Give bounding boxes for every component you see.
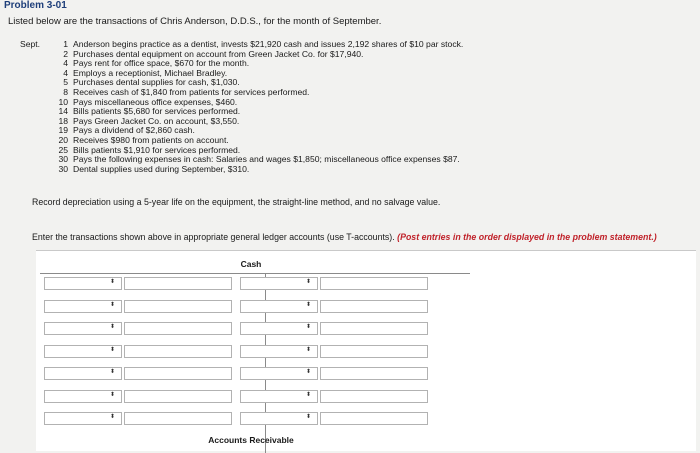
transaction-text: Pays a dividend of $2,860 cash.: [73, 125, 195, 136]
select-arrows-icon: ⬍: [109, 346, 115, 353]
credit-account-select[interactable]: [240, 367, 318, 380]
transaction-text: Pays miscellaneous office expenses, $460.: [73, 96, 238, 107]
select-arrows-icon: ⬍: [109, 279, 115, 285]
transaction-list: [20, 40, 580, 174]
select-arrows-icon: ⬍: [109, 324, 115, 330]
select-arrows-icon: ⬍: [305, 391, 311, 398]
transaction-day: 19: [58, 125, 68, 136]
transaction-day: 4: [63, 58, 68, 69]
debit-account-select[interactable]: [44, 390, 122, 403]
transaction-row: [20, 165, 580, 175]
transaction-text: Purchases dental supplies for cash, $1,030.: [73, 77, 240, 88]
transaction-text: Employs a receptionist, Michael Bradley.: [73, 67, 228, 78]
transaction-month: [20, 155, 48, 165]
transaction-month: [20, 146, 48, 156]
enter-instruction-line: [32, 232, 657, 242]
credit-account-select[interactable]: [240, 277, 318, 290]
transaction-text: Bills patients $5,680 for services performed.: [73, 106, 241, 117]
transaction-day: 2: [63, 48, 68, 59]
credit-amount-input[interactable]: [320, 345, 428, 358]
credit-account-select[interactable]: [240, 345, 318, 358]
debit-account-select[interactable]: [44, 277, 122, 290]
credit-amount-input[interactable]: [320, 300, 428, 313]
transaction-month: [20, 59, 48, 69]
select-arrows-icon: ⬍: [305, 324, 311, 330]
transaction-day: 25: [58, 144, 68, 155]
transaction-text: Dental supplies used during September, $310.: [73, 163, 250, 174]
cash-account-title: Cash: [240, 259, 262, 269]
debit-account-select[interactable]: [44, 412, 122, 425]
problem-title: Problem 3-01: [4, 0, 67, 11]
transaction-month: [20, 165, 48, 175]
debit-amount-input[interactable]: [124, 277, 232, 290]
credit-amount-input[interactable]: [320, 277, 428, 290]
transaction-text: Pays rent for office space, $670 for the month.: [73, 58, 250, 69]
transaction-month: [20, 88, 48, 98]
credit-amount-input[interactable]: [320, 367, 428, 380]
debit-account-select[interactable]: [44, 345, 122, 358]
select-arrows-icon: ⬍: [305, 346, 311, 353]
transaction-day: 10: [58, 96, 68, 107]
enter-note: (Post entries in the order displayed in the problem statement.): [397, 232, 657, 242]
transaction-month: [20, 126, 48, 136]
select-arrows-icon: ⬍: [109, 301, 115, 308]
transaction-month: [20, 117, 48, 127]
credit-account-select[interactable]: [240, 412, 318, 425]
debit-amount-input[interactable]: [124, 345, 232, 358]
transaction-day: 8: [63, 86, 68, 97]
debit-amount-input[interactable]: [124, 322, 232, 335]
transaction-text: Pays Green Jacket Co. on account, $3,550.: [73, 115, 240, 126]
transaction-month: [20, 107, 48, 117]
select-arrows-icon: ⬍: [109, 414, 115, 420]
select-arrows-icon: ⬍: [305, 369, 311, 375]
accounts-receivable-title: Accounts Receivable: [208, 435, 294, 445]
credit-account-select[interactable]: [240, 300, 318, 313]
debit-amount-input[interactable]: [124, 412, 232, 425]
transaction-month: [20, 69, 48, 79]
select-arrows-icon: ⬍: [109, 369, 115, 375]
transaction-text: Receives $980 from patients on account.: [73, 134, 229, 145]
transaction-month: [20, 98, 48, 108]
intro-text: Listed below are the transactions of Chris Anderson, D.D.S., for the month of September.: [8, 16, 382, 27]
select-arrows-icon: ⬍: [305, 414, 311, 420]
transaction-day: 5: [63, 77, 68, 88]
transaction-month: [20, 78, 48, 88]
debit-account-select[interactable]: [44, 367, 122, 380]
transaction-text: Purchases dental equipment on account from Green Jacket Co. for $17,940.: [73, 48, 364, 59]
credit-amount-input[interactable]: [320, 390, 428, 403]
transaction-day: 18: [58, 115, 68, 126]
transaction-month: [20, 50, 48, 60]
transaction-month: Sept.: [20, 39, 41, 49]
transaction-day: 14: [58, 106, 68, 117]
select-arrows-icon: ⬍: [109, 391, 115, 398]
debit-account-select[interactable]: [44, 300, 122, 313]
transaction-text: Anderson begins practice as a dentist, invests $21,920 cash and issues 2,192 shares of $10 par stock.: [73, 39, 464, 49]
transaction-month: [20, 136, 48, 146]
transaction-day: 30: [58, 163, 68, 174]
credit-amount-input[interactable]: [320, 412, 428, 425]
debit-amount-input[interactable]: [124, 300, 232, 313]
depreciation-instruction: Record depreciation using a 5-year life on the equipment, the straight-line method, and no salvage value.: [32, 197, 441, 207]
transaction-day: 1: [63, 39, 68, 49]
enter-instruction: Enter the transactions shown above in appropriate general ledger accounts (use T-accounts).: [32, 232, 395, 242]
credit-account-select[interactable]: [240, 322, 318, 335]
debit-amount-input[interactable]: [124, 367, 232, 380]
debit-amount-input[interactable]: [124, 390, 232, 403]
transaction-text: Bills patients $1,910 for services performed.: [73, 144, 241, 155]
t-account-panel: [36, 250, 696, 451]
select-arrows-icon: ⬍: [305, 279, 311, 285]
transaction-text: Receives cash of $1,840 from patients for services performed.: [73, 86, 310, 97]
debit-account-select[interactable]: [44, 322, 122, 335]
transaction-text: Pays the following expenses in cash: Salaries and wages $1,850; miscellaneous office expenses $87.: [73, 154, 460, 165]
credit-account-select[interactable]: [240, 390, 318, 403]
transaction-day: 20: [58, 134, 68, 145]
transaction-day: 4: [63, 67, 68, 78]
transaction-day: 30: [58, 154, 68, 165]
select-arrows-icon: ⬍: [305, 301, 311, 308]
credit-amount-input[interactable]: [320, 322, 428, 335]
t-account-horizontal-rule: [40, 273, 470, 274]
